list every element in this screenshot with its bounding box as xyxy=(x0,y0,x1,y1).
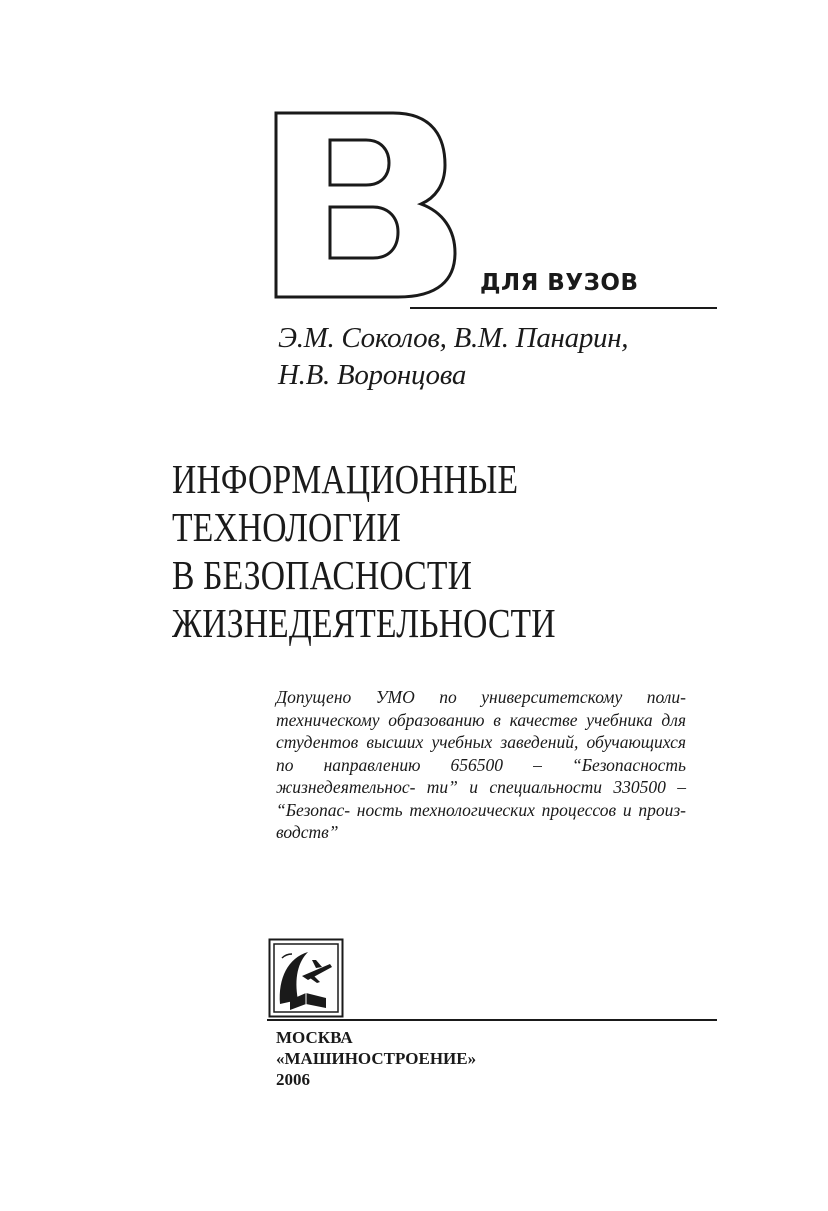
series-divider xyxy=(410,307,717,309)
approval-statement: Допущено УМО по университетскому поли- техническому образованию в качестве учебника для студентов высших учебных заведений, обучающихся по направлению 656500 – “Безопасность жизнедеятельнос- ти” и специальности 330500 – “Безопас- ность технологических процессов и произ- водств” xyxy=(276,687,686,842)
imprint-city: МОСКВА xyxy=(276,1028,353,1047)
title-line-2: ТЕХНОЛОГИИ xyxy=(172,504,401,550)
imprint xyxy=(276,1027,476,1090)
imprint-publisher: «МАШИНОСТРОЕНИЕ» xyxy=(276,1049,477,1068)
authors-line-2: Н.В. Воронцова xyxy=(278,359,467,391)
publisher-emblem-icon xyxy=(268,938,344,1018)
title-line-1: ИНФОРМАЦИОННЫЕ xyxy=(172,456,519,502)
imprint-year: 2006 xyxy=(276,1070,310,1089)
series-b-logo xyxy=(273,110,458,300)
authors-line-1: Э.М. Соколов, В.М. Панарин, xyxy=(278,322,629,354)
authors xyxy=(278,320,628,394)
series-label: ДЛЯ ВУЗОВ xyxy=(480,270,639,296)
title-line-4: ЖИЗНЕДЕЯТЕЛЬНОСТИ xyxy=(172,600,556,646)
title-line-3: В БЕЗОПАСНОСТИ xyxy=(172,552,473,598)
book-title xyxy=(172,455,556,647)
imprint-divider xyxy=(267,1019,717,1021)
